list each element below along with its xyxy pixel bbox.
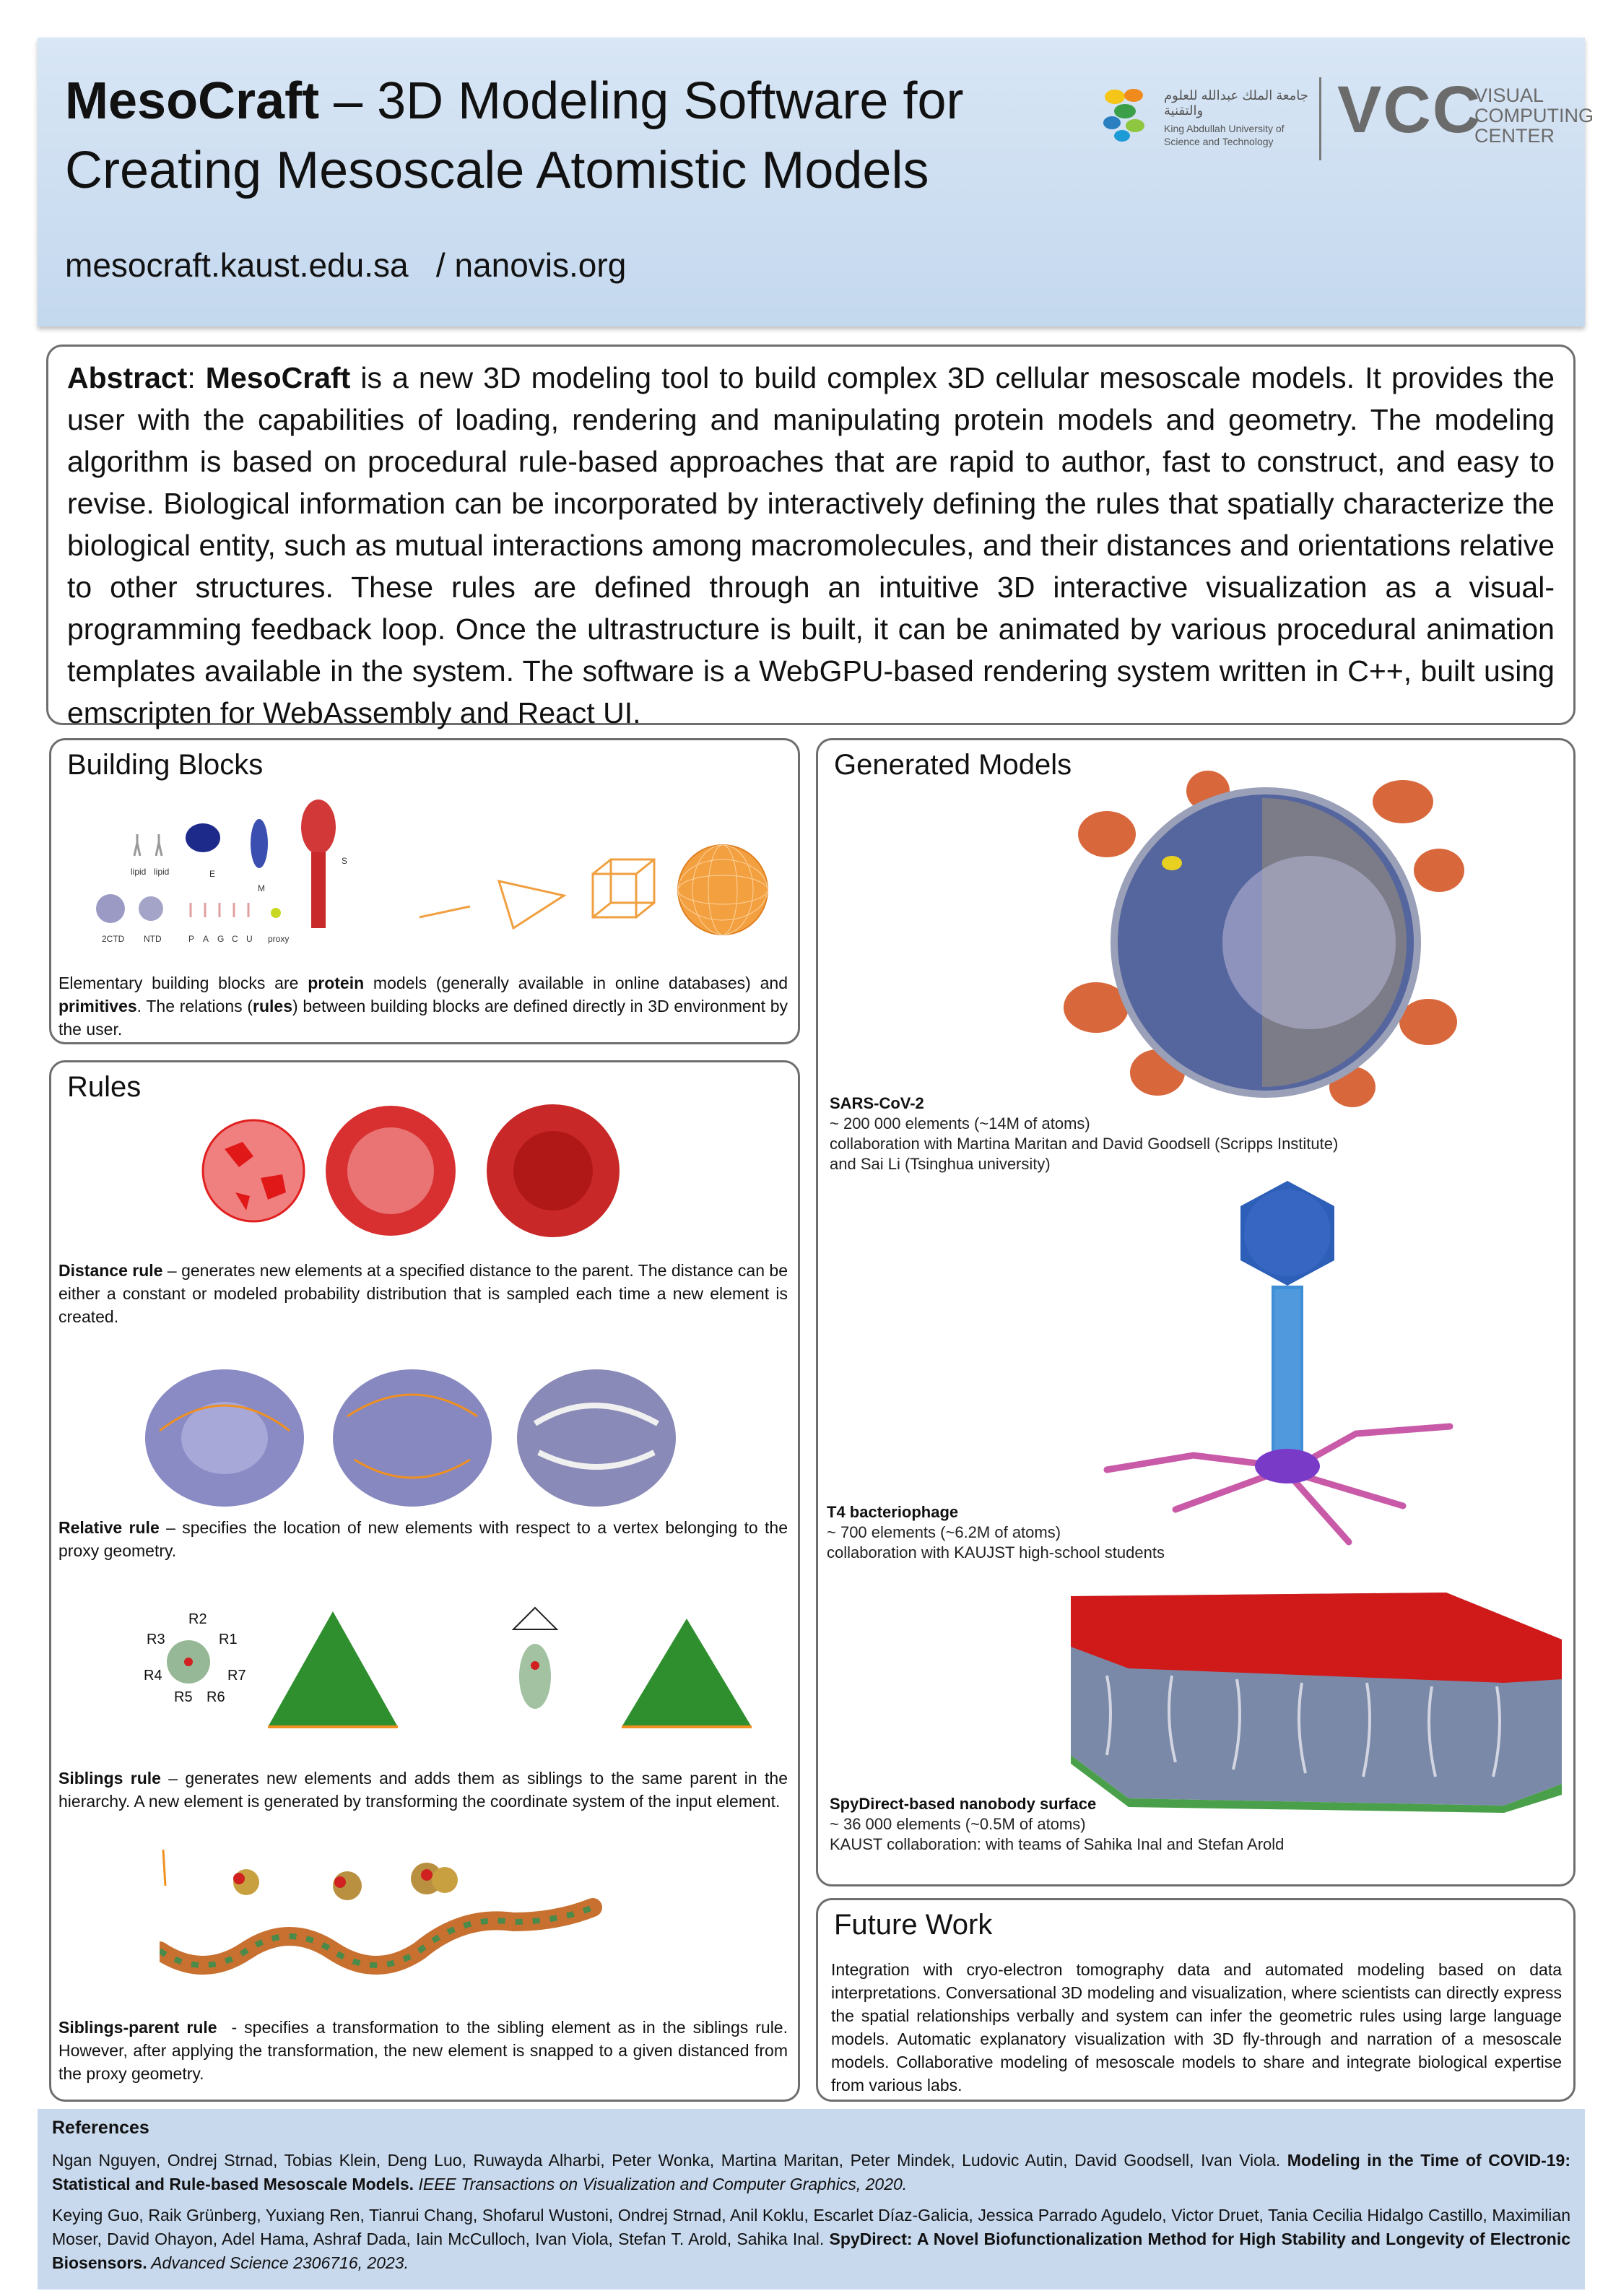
header-banner — [38, 38, 1594, 326]
siblings-rule-name: Siblings rule — [58, 1769, 161, 1788]
distance-rule-text: – generates new elements at a specified distance to the parent. The distance can be either a constant or modeled probability distribution that is sampled each time a new element is created. — [58, 1261, 788, 1326]
t4-collaboration: collaboration with KAUJST high-school students — [827, 1543, 1165, 1561]
bb-caption-part-4: ) between building blocks are defined directly in 3D environment by the user. — [58, 997, 788, 1039]
future-work-panel — [816, 1898, 1576, 2102]
kaust-logo — [1099, 74, 1316, 160]
label-s: S — [342, 856, 348, 866]
siblings-parent-rule-text: - specifies a transformation to the sibling element as in the siblings rule. However, after applying the transformation, the new element is snapped to a given distanced from the proxy geometry. — [58, 2018, 793, 2083]
spy-title: SpyDirect-based nanobody surface — [830, 1795, 1097, 1813]
relative-rule-text: – specifies the location of new elements with respect to a vertex belonging to the proxy geometry. — [58, 1518, 788, 1560]
building-blocks-panel — [49, 738, 800, 1044]
rules-title: Rules — [67, 1071, 142, 1103]
building-blocks-illustration — [66, 794, 795, 961]
poster-title — [65, 66, 1076, 205]
distance-rule-caption — [58, 1259, 788, 1328]
logo-divider — [1319, 77, 1321, 160]
abstract-body: is a new 3D modeling tool to build complex 3D cellular mesoscale models. It provides the user with the capabilities of loading, rendering and manipulating protein models and geometry. The modeling algorithm is based on procedural rule-based approaches that are rapid to author, fast to construct, and easy to revise. Biological information can be incorporated by interactively defining the rules that spatially characterize the biological entity, such as mutual interactions among macromolecules, and their distances and orientations relative to other structures. These rules are defined through an intuitive 3D interactive visualization as a visual-programming feedback loop. Once the ultrastructure is built, it can be animated by various procedural animation templates available in the system. The software is a WebGPU-based rendering system written in C++, built using emscripten for WebAssembly and React UI. — [67, 361, 1555, 729]
r5-label: R5 — [174, 1689, 193, 1705]
bb-caption-part-2: models (generally available in online databases) and — [364, 974, 788, 992]
t4-bacteriophage-model-illustration — [1085, 1174, 1490, 1549]
label-g: G — [217, 934, 225, 944]
spy-elements: ~ 36 000 elements (~0.5M of atoms) — [830, 1815, 1086, 1833]
distance-rule-illustration — [196, 1099, 658, 1243]
title-rest: – 3D Modeling Software for — [319, 72, 964, 130]
kaust-arabic-name: جامعة الملك عبدالله للعلوم والتقنية — [1164, 88, 1308, 118]
label-2ctd: 2CTD — [102, 934, 125, 944]
r1-label: R1 — [219, 1632, 238, 1647]
r7-label: R7 — [227, 1668, 246, 1684]
abstract-software-name: MesoCraft — [205, 361, 351, 394]
label-lipid-1: lipid — [131, 867, 147, 877]
reference-1-venue: IEEE Transactions on Visualization and Computer Graphics, 2020. — [414, 2175, 908, 2193]
sars-title: SARS-CoV-2 — [830, 1094, 924, 1112]
label-u: U — [246, 934, 253, 944]
label-e: E — [209, 869, 216, 879]
relative-rule-name: Relative rule — [58, 1518, 160, 1537]
building-blocks-title: Building Blocks — [67, 749, 264, 781]
abstract-separator: : — [187, 361, 206, 394]
sars-elements: ~ 200 000 elements (~14M of atoms) — [830, 1114, 1090, 1132]
siblings-parent-rule-name: Siblings-parent rule — [58, 2018, 217, 2037]
reference-2-title: SpyDirect: A Novel Biofunctionalization Method for High Stability and Longevity of Electronic Biosensors. — [52, 2230, 1571, 2272]
bb-caption-primitives: primitives — [58, 997, 137, 1015]
spydirect-surface-model-illustration — [1071, 1582, 1562, 1813]
siblings-parent-rule-illustration — [160, 1842, 723, 1994]
reference-2-venue: Advanced Science 2306716, 2023. — [147, 2253, 409, 2272]
future-work-text: Integration with cryo-electron tomography data and automated modeling based on data interpretations. Conversational 3D modeling and visualization, where scientists can directly express the spatial relationships verbally and system can infer the geometric rules using large language models. Automatic explanatory visualization with 3D fly-through and narration of a mesoscale models. Collaborative modeling of mesoscale models to share and integrate biological expertise from various labs. — [831, 1960, 1562, 2094]
bb-caption-protein: protein — [308, 974, 365, 992]
bb-caption-rules: rules — [253, 997, 292, 1015]
r6-label: R6 — [207, 1689, 225, 1705]
kaust-name-line-2: Science and Technology — [1164, 136, 1274, 147]
reference-1-title: Modeling in the Time of COVID-19: Statistical and Rule-based Mesoscale Models. — [52, 2151, 1570, 2193]
vcc-word-1: VISUAL — [1474, 85, 1544, 106]
reference-1-authors: Ngan Nguyen, Ondrej Strnad, Tobias Klein, Deng Luo, Ruwayda Alharbi, Peter Wonka, Martina Maritan, Peter Mindek, Ludovic Autin, David Goodsell, Ivan Viola. — [52, 2151, 1287, 2170]
label-lipid-2: lipid — [154, 867, 170, 877]
website-links: mesocraft.kaust.edu.sa / nanovis.org — [65, 246, 627, 284]
abstract-label: Abstract — [67, 361, 188, 394]
r4-label: R4 — [144, 1668, 162, 1684]
label-a: A — [203, 934, 209, 944]
label-m: M — [258, 883, 265, 893]
t4-title: T4 bacteriophage — [827, 1503, 959, 1521]
label-p: P — [188, 934, 195, 944]
future-work-title: Future Work — [834, 1909, 993, 1941]
building-blocks-caption — [58, 971, 788, 1041]
siblings-parent-rule-caption — [58, 2016, 793, 2085]
generated-models-panel — [816, 738, 1576, 1886]
spy-collaboration: KAUST collaboration: with teams of Sahika Inal and Stefan Arold — [830, 1835, 1285, 1853]
references-section — [38, 2109, 1585, 2289]
generated-models-title: Generated Models — [834, 749, 1072, 781]
r2-label: R2 — [188, 1611, 207, 1627]
siblings-rule-text: – generates new elements and adds them as siblings to the same parent in the hierarchy. A new element is generated by transforming the coordinate system of the input element. — [58, 1769, 788, 1811]
sars-collaboration-2: and Sai Li (Tsinghua university) — [830, 1155, 1051, 1173]
bb-caption-part-3: . The relations ( — [136, 997, 253, 1015]
r3-label: R3 — [147, 1632, 165, 1647]
reference-1 — [52, 2149, 1570, 2196]
sars-cov-2-model-illustration — [1064, 769, 1468, 1130]
relative-rule-illustration — [145, 1351, 723, 1517]
abstract-text — [67, 357, 1555, 734]
vcc-logo — [1330, 72, 1594, 159]
abstract-panel — [46, 345, 1576, 729]
label-proxy: proxy — [268, 934, 290, 944]
t4-elements: ~ 700 elements (~6.2M of atoms) — [827, 1523, 1061, 1541]
label-c: C — [232, 934, 238, 944]
bb-caption-part-1: Elementary building blocks are — [58, 974, 308, 992]
vcc-abbreviation: VCC — [1337, 73, 1482, 147]
label-ntd: NTD — [144, 934, 162, 944]
vcc-word-3: CENTER — [1474, 125, 1555, 147]
reference-2 — [52, 2204, 1570, 2275]
siblings-rule-caption — [58, 1767, 788, 1813]
distance-rule-name: Distance rule — [58, 1261, 163, 1280]
relative-rule-caption — [58, 1516, 788, 1562]
reference-2-authors: Keying Guo, Raik Grünberg, Yuxiang Ren, Tianrui Chang, Shofarul Wustoni, Ondrej Strnad, Anil Koklu, Escarlet Díaz-Galicia, Jessica Parrado Agudelo, Victor Druet, Tania Cecilia Hidalgo Castillo, Maximilian Moser, David Ohayon, Adel Hama, Ashraf Dada, Iain McCulloch, Ivan Viola, Stefan T. Arold, Sahika Inal. — [52, 2206, 1570, 2248]
kaust-emblem-icon — [1099, 81, 1157, 146]
rules-panel — [49, 1060, 800, 2102]
sars-collaboration-1: collaboration with Martina Maritan and David Goodsell (Scripps Institute) — [830, 1135, 1339, 1153]
references-title: References — [52, 2118, 149, 2138]
title-line-2: Creating Mesoscale Atomistic Models — [65, 142, 929, 199]
title-name: MesoCraft — [65, 72, 320, 130]
vcc-word-2: COMPUTING — [1474, 105, 1594, 126]
kaust-name-line-1: King Abdullah University of — [1164, 123, 1285, 134]
